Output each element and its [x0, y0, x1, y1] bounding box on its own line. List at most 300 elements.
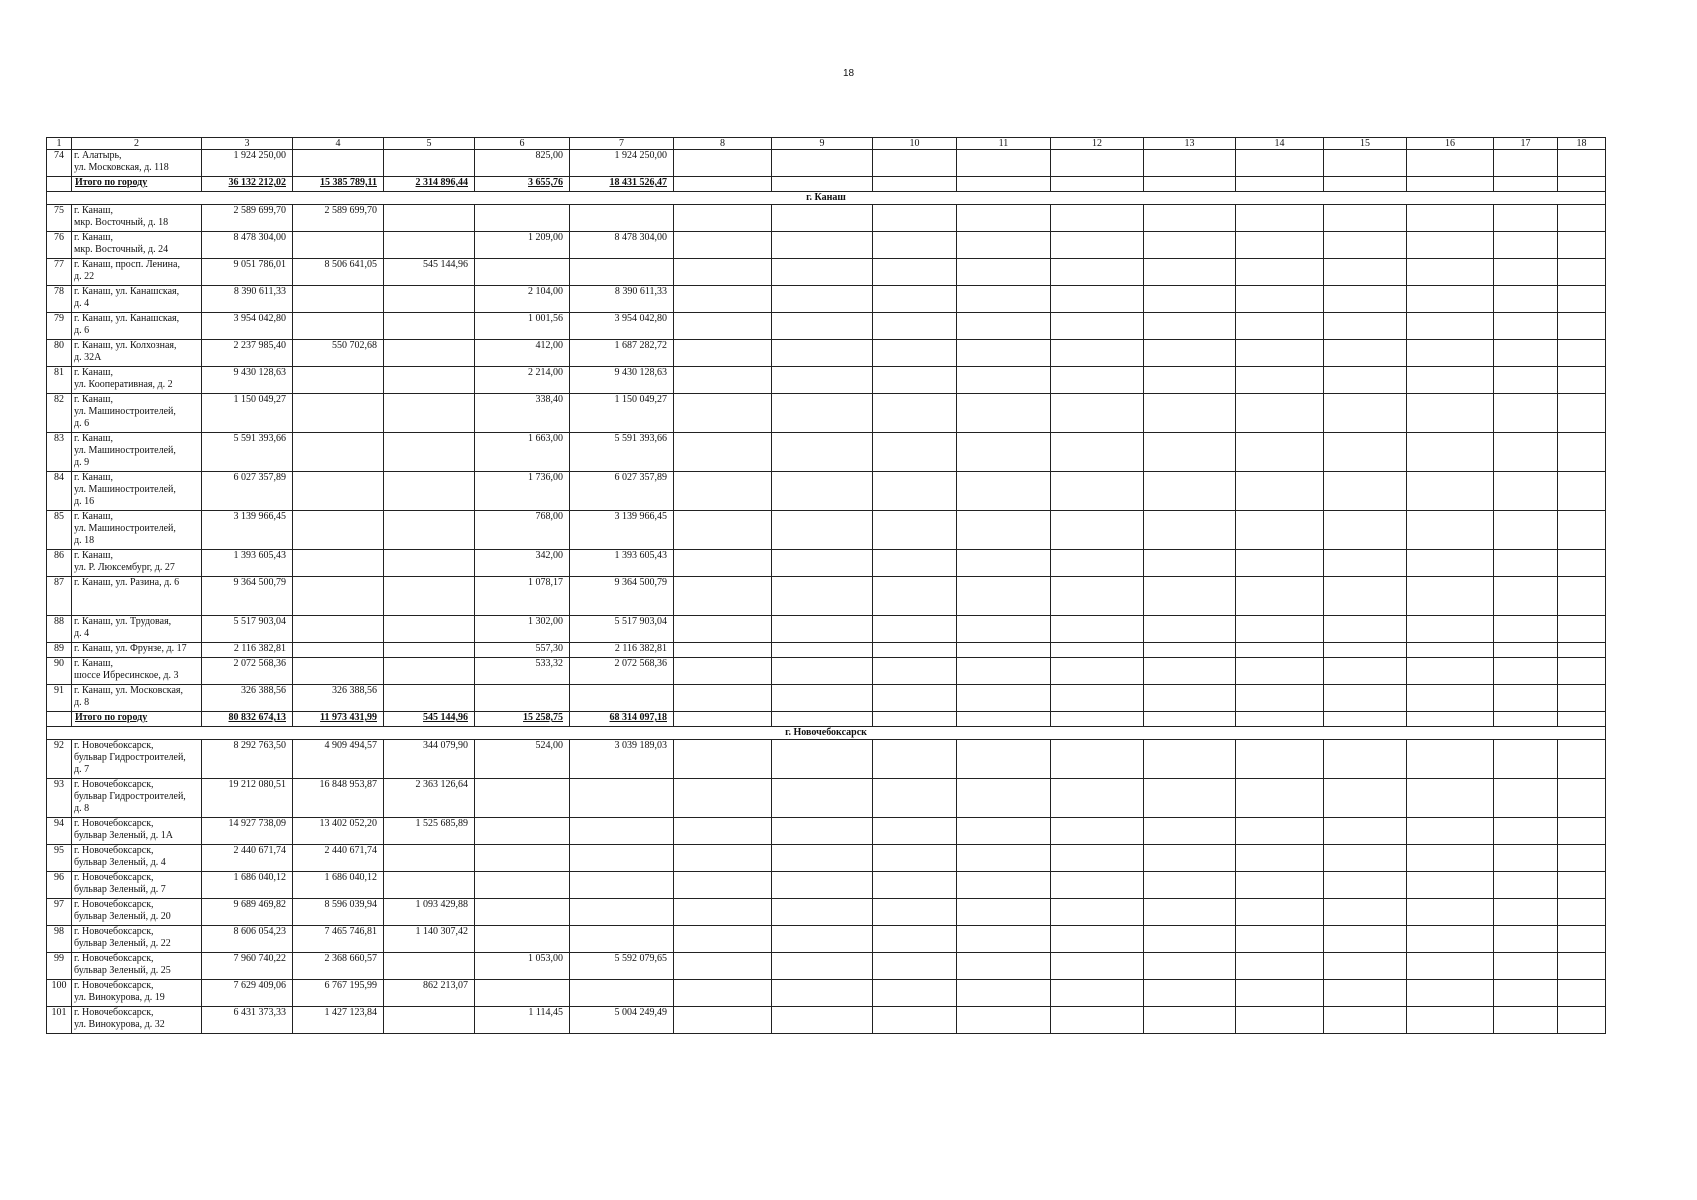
amount-cell-col3: 36 132 212,02	[202, 177, 293, 192]
amount-cell-col7: 18 431 526,47	[570, 177, 674, 192]
empty-cell-col14	[1236, 367, 1324, 394]
empty-cell-col17	[1494, 177, 1558, 192]
empty-cell-col8	[674, 577, 772, 616]
amount-cell-col4	[293, 232, 384, 259]
amount-cell-col3: 1 924 250,00	[202, 150, 293, 177]
amount-cell-col7	[570, 845, 674, 872]
amount-cell-col3: 2 440 671,74	[202, 845, 293, 872]
empty-cell-col10	[873, 177, 957, 192]
empty-cell-col8	[674, 177, 772, 192]
empty-cell-col8	[674, 899, 772, 926]
empty-cell-col10	[873, 577, 957, 616]
empty-cell-col18	[1558, 394, 1606, 433]
table-row	[47, 658, 1606, 685]
table-row	[47, 1007, 1606, 1034]
empty-cell-col9	[772, 616, 873, 643]
empty-cell-col9	[772, 872, 873, 899]
empty-cell-col8	[674, 433, 772, 472]
empty-cell-col11	[957, 232, 1051, 259]
empty-cell-col15	[1324, 643, 1407, 658]
empty-cell-col14	[1236, 616, 1324, 643]
row-number-cell: 74	[47, 150, 72, 177]
table-row	[47, 845, 1606, 872]
amount-cell-col7: 8 390 611,33	[570, 286, 674, 313]
column-number: 16	[1407, 138, 1494, 150]
amount-cell-col5: 862 213,07	[384, 980, 475, 1007]
amount-cell-col7	[570, 926, 674, 953]
amount-cell-col7: 6 027 357,89	[570, 472, 674, 511]
column-number: 10	[873, 138, 957, 150]
empty-cell-col16	[1407, 658, 1494, 685]
address-cell: г. Канаш, ул. Трудовая, д. 4	[72, 616, 202, 643]
address-cell: г. Канаш, ул. Разина, д. 6	[72, 577, 202, 616]
amount-cell-col7	[570, 259, 674, 286]
empty-cell-col16	[1407, 205, 1494, 232]
empty-cell-col18	[1558, 177, 1606, 192]
empty-cell-col14	[1236, 845, 1324, 872]
empty-cell-col13	[1144, 872, 1236, 899]
amount-cell-col3: 14 927 738,09	[202, 818, 293, 845]
empty-cell-col15	[1324, 511, 1407, 550]
column-number: 9	[772, 138, 873, 150]
empty-cell-col14	[1236, 658, 1324, 685]
amount-cell-col7	[570, 899, 674, 926]
empty-cell-col14	[1236, 980, 1324, 1007]
empty-cell-col8	[674, 980, 772, 1007]
empty-cell-col11	[957, 550, 1051, 577]
empty-cell-col13	[1144, 616, 1236, 643]
empty-cell-col14	[1236, 259, 1324, 286]
empty-cell-col17	[1494, 643, 1558, 658]
empty-cell-col15	[1324, 616, 1407, 643]
empty-cell-col8	[674, 367, 772, 394]
empty-cell-col16	[1407, 740, 1494, 779]
amount-cell-col5	[384, 872, 475, 899]
table-body	[47, 138, 1606, 1034]
table-row	[47, 472, 1606, 511]
amount-cell-col3: 8 390 611,33	[202, 286, 293, 313]
empty-cell-col17	[1494, 433, 1558, 472]
address-cell: г. Канаш, просп. Ленина, д. 22	[72, 259, 202, 286]
area-cell-col6	[475, 845, 570, 872]
empty-cell-col14	[1236, 953, 1324, 980]
empty-cell-col10	[873, 394, 957, 433]
amount-cell-col5	[384, 150, 475, 177]
empty-cell-col12	[1051, 685, 1144, 712]
empty-cell-col13	[1144, 1007, 1236, 1034]
amount-cell-col4	[293, 658, 384, 685]
section-header-row	[47, 727, 1606, 740]
amount-cell-col5	[384, 313, 475, 340]
table-row	[47, 150, 1606, 177]
empty-cell-col16	[1407, 616, 1494, 643]
empty-cell-col13	[1144, 845, 1236, 872]
column-number: 2	[72, 138, 202, 150]
empty-cell-col17	[1494, 259, 1558, 286]
row-number-cell: 75	[47, 205, 72, 232]
empty-cell-col15	[1324, 953, 1407, 980]
empty-cell-col17	[1494, 616, 1558, 643]
area-cell-col6: 1 078,17	[475, 577, 570, 616]
empty-cell-col14	[1236, 712, 1324, 727]
empty-cell-col16	[1407, 1007, 1494, 1034]
table-row	[47, 643, 1606, 658]
amount-cell-col3: 3 139 966,45	[202, 511, 293, 550]
area-cell-col6: 15 258,75	[475, 712, 570, 727]
table-row	[47, 286, 1606, 313]
empty-cell-col8	[674, 685, 772, 712]
empty-cell-col18	[1558, 926, 1606, 953]
area-cell-col6	[475, 685, 570, 712]
table-row	[47, 980, 1606, 1007]
empty-cell-col13	[1144, 643, 1236, 658]
amount-cell-col4: 8 506 641,05	[293, 259, 384, 286]
empty-cell-col14	[1236, 472, 1324, 511]
address-cell: г. Канаш, ул. Фрунзе, д. 17	[72, 643, 202, 658]
amount-cell-col3: 19 212 080,51	[202, 779, 293, 818]
empty-cell-col17	[1494, 232, 1558, 259]
empty-cell-col12	[1051, 643, 1144, 658]
amount-cell-col4	[293, 577, 384, 616]
empty-cell-col17	[1494, 150, 1558, 177]
empty-cell-col13	[1144, 367, 1236, 394]
table-row	[47, 340, 1606, 367]
amount-cell-col4	[293, 550, 384, 577]
empty-cell-col14	[1236, 926, 1324, 953]
section-title: г. Новочебоксарск	[47, 727, 1606, 740]
empty-cell-col13	[1144, 205, 1236, 232]
empty-cell-col9	[772, 340, 873, 367]
table-row	[47, 818, 1606, 845]
row-number-cell: 92	[47, 740, 72, 779]
address-cell: г. Канаш, ул. Канашская, д. 6	[72, 313, 202, 340]
empty-cell-col12	[1051, 433, 1144, 472]
empty-cell-col18	[1558, 550, 1606, 577]
amount-cell-col5	[384, 511, 475, 550]
empty-cell-col14	[1236, 177, 1324, 192]
area-cell-col6: 825,00	[475, 150, 570, 177]
empty-cell-col14	[1236, 643, 1324, 658]
empty-cell-col11	[957, 367, 1051, 394]
table-row	[47, 511, 1606, 550]
section-title: г. Канаш	[47, 192, 1606, 205]
amount-cell-col3: 2 237 985,40	[202, 340, 293, 367]
row-number-cell: 97	[47, 899, 72, 926]
area-cell-col6: 412,00	[475, 340, 570, 367]
address-cell: г. Новочебоксарск, бульвар Зеленый, д. 4	[72, 845, 202, 872]
column-number: 18	[1558, 138, 1606, 150]
table-row	[47, 926, 1606, 953]
row-number-cell: 90	[47, 658, 72, 685]
address-cell: г. Новочебоксарск, бульвар Зеленый, д. 7	[72, 872, 202, 899]
empty-cell-col16	[1407, 712, 1494, 727]
amount-cell-col3: 9 364 500,79	[202, 577, 293, 616]
empty-cell-col14	[1236, 1007, 1324, 1034]
empty-cell-col17	[1494, 926, 1558, 953]
empty-cell-col13	[1144, 899, 1236, 926]
empty-cell-col18	[1558, 259, 1606, 286]
amount-cell-col5: 1 140 307,42	[384, 926, 475, 953]
amount-cell-col7: 5 592 079,65	[570, 953, 674, 980]
empty-cell-col13	[1144, 340, 1236, 367]
empty-cell-col13	[1144, 740, 1236, 779]
empty-cell-col14	[1236, 313, 1324, 340]
table-row	[47, 616, 1606, 643]
empty-cell-col8	[674, 340, 772, 367]
empty-cell-col14	[1236, 433, 1324, 472]
empty-cell-col16	[1407, 926, 1494, 953]
empty-cell-col17	[1494, 845, 1558, 872]
amount-cell-col5	[384, 550, 475, 577]
empty-cell-col9	[772, 685, 873, 712]
empty-cell-col14	[1236, 685, 1324, 712]
address-cell: г. Канаш, мкр. Восточный, д. 18	[72, 205, 202, 232]
row-number-cell: 81	[47, 367, 72, 394]
empty-cell-col12	[1051, 232, 1144, 259]
empty-cell-col10	[873, 926, 957, 953]
empty-cell-col17	[1494, 953, 1558, 980]
amount-cell-col5	[384, 472, 475, 511]
amount-cell-col3: 1 686 040,12	[202, 872, 293, 899]
empty-cell-col18	[1558, 899, 1606, 926]
empty-cell-col16	[1407, 472, 1494, 511]
empty-cell-col11	[957, 472, 1051, 511]
amount-cell-col7	[570, 685, 674, 712]
area-cell-col6: 2 104,00	[475, 286, 570, 313]
empty-cell-col9	[772, 712, 873, 727]
address-cell: г. Новочебоксарск, ул. Винокурова, д. 19	[72, 980, 202, 1007]
empty-cell-col15	[1324, 980, 1407, 1007]
table-row	[47, 577, 1606, 616]
empty-cell-col14	[1236, 394, 1324, 433]
table-row	[47, 740, 1606, 779]
address-cell: г. Канаш, шоссе Ибресинское, д. 3	[72, 658, 202, 685]
row-number-cell: 79	[47, 313, 72, 340]
empty-cell-col10	[873, 232, 957, 259]
empty-cell-col16	[1407, 232, 1494, 259]
empty-cell-col17	[1494, 712, 1558, 727]
empty-cell-col12	[1051, 926, 1144, 953]
empty-cell-col10	[873, 367, 957, 394]
empty-cell-col15	[1324, 286, 1407, 313]
empty-cell-col13	[1144, 286, 1236, 313]
table-row	[47, 313, 1606, 340]
empty-cell-col11	[957, 779, 1051, 818]
amount-cell-col4: 15 385 789,11	[293, 177, 384, 192]
amount-cell-col4: 6 767 195,99	[293, 980, 384, 1007]
amount-cell-col7	[570, 980, 674, 1007]
empty-cell-col15	[1324, 433, 1407, 472]
empty-cell-col10	[873, 313, 957, 340]
empty-cell-col18	[1558, 367, 1606, 394]
empty-cell-col13	[1144, 658, 1236, 685]
amount-cell-col4	[293, 367, 384, 394]
table-row	[47, 779, 1606, 818]
area-cell-col6: 524,00	[475, 740, 570, 779]
amount-cell-col4: 550 702,68	[293, 340, 384, 367]
empty-cell-col16	[1407, 433, 1494, 472]
empty-cell-col8	[674, 286, 772, 313]
column-number: 7	[570, 138, 674, 150]
amount-cell-col5	[384, 340, 475, 367]
row-number-cell: 84	[47, 472, 72, 511]
amount-cell-col3: 9 430 128,63	[202, 367, 293, 394]
empty-cell-col9	[772, 177, 873, 192]
empty-cell-col13	[1144, 779, 1236, 818]
row-number-cell: 99	[47, 953, 72, 980]
address-cell: г. Новочебоксарск, бульвар Зеленый, д. 22	[72, 926, 202, 953]
amount-cell-col5: 1 525 685,89	[384, 818, 475, 845]
row-number-cell: 82	[47, 394, 72, 433]
address-cell: г. Канаш, ул. Кооперативная, д. 2	[72, 367, 202, 394]
address-cell: г. Новочебоксарск, бульвар Зеленый, д. 25	[72, 953, 202, 980]
amount-cell-col3: 1 393 605,43	[202, 550, 293, 577]
empty-cell-col12	[1051, 259, 1144, 286]
empty-cell-col15	[1324, 818, 1407, 845]
amount-cell-col7: 5 517 903,04	[570, 616, 674, 643]
column-number: 8	[674, 138, 772, 150]
empty-cell-col9	[772, 577, 873, 616]
empty-cell-col12	[1051, 616, 1144, 643]
amount-cell-col7: 9 430 128,63	[570, 367, 674, 394]
empty-cell-col17	[1494, 658, 1558, 685]
amount-cell-col7: 1 687 282,72	[570, 340, 674, 367]
amount-cell-col4	[293, 313, 384, 340]
amount-cell-col4	[293, 394, 384, 433]
column-number: 15	[1324, 138, 1407, 150]
empty-cell-col17	[1494, 872, 1558, 899]
empty-cell-col14	[1236, 577, 1324, 616]
empty-cell-col9	[772, 259, 873, 286]
empty-cell-col11	[957, 685, 1051, 712]
amount-cell-col5	[384, 658, 475, 685]
amount-cell-col3: 7 629 409,06	[202, 980, 293, 1007]
empty-cell-col14	[1236, 899, 1324, 926]
empty-cell-col8	[674, 511, 772, 550]
address-cell: г. Новочебоксарск, бульвар Зеленый, д. 1А	[72, 818, 202, 845]
empty-cell-col18	[1558, 472, 1606, 511]
empty-cell-col8	[674, 616, 772, 643]
amount-cell-col4: 326 388,56	[293, 685, 384, 712]
empty-cell-col13	[1144, 177, 1236, 192]
amount-cell-col7: 68 314 097,18	[570, 712, 674, 727]
row-number-cell: 83	[47, 433, 72, 472]
empty-cell-col9	[772, 511, 873, 550]
amount-cell-col7: 2 116 382,81	[570, 643, 674, 658]
empty-cell-col18	[1558, 286, 1606, 313]
empty-cell-col16	[1407, 259, 1494, 286]
empty-cell-col11	[957, 872, 1051, 899]
row-number-cell: 77	[47, 259, 72, 286]
empty-cell-col10	[873, 286, 957, 313]
amount-cell-col4: 8 596 039,94	[293, 899, 384, 926]
empty-cell-col16	[1407, 818, 1494, 845]
empty-cell-col12	[1051, 712, 1144, 727]
total-row	[47, 177, 1606, 192]
table-row	[47, 394, 1606, 433]
empty-cell-col11	[957, 818, 1051, 845]
empty-cell-col17	[1494, 511, 1558, 550]
empty-cell-col11	[957, 845, 1051, 872]
amount-cell-col3: 2 072 568,36	[202, 658, 293, 685]
empty-cell-col11	[957, 953, 1051, 980]
address-cell: г. Новочебоксарск, ул. Винокурова, д. 32	[72, 1007, 202, 1034]
empty-cell-col14	[1236, 340, 1324, 367]
table-row	[47, 259, 1606, 286]
column-number: 5	[384, 138, 475, 150]
empty-cell-col9	[772, 433, 873, 472]
empty-cell-col18	[1558, 872, 1606, 899]
empty-cell-col17	[1494, 779, 1558, 818]
empty-cell-col11	[957, 658, 1051, 685]
empty-cell-col18	[1558, 577, 1606, 616]
amount-cell-col3: 9 051 786,01	[202, 259, 293, 286]
area-cell-col6	[475, 779, 570, 818]
empty-cell-col12	[1051, 550, 1144, 577]
empty-cell-col8	[674, 550, 772, 577]
amount-cell-col5	[384, 643, 475, 658]
empty-cell-col15	[1324, 740, 1407, 779]
row-number-cell: 78	[47, 286, 72, 313]
empty-cell-col17	[1494, 818, 1558, 845]
amount-cell-col3: 6 431 373,33	[202, 1007, 293, 1034]
area-cell-col6	[475, 259, 570, 286]
empty-cell-col8	[674, 740, 772, 779]
empty-cell-col16	[1407, 340, 1494, 367]
empty-cell-col14	[1236, 511, 1324, 550]
empty-cell-col12	[1051, 740, 1144, 779]
empty-cell-col17	[1494, 550, 1558, 577]
empty-cell-col12	[1051, 577, 1144, 616]
area-cell-col6: 2 214,00	[475, 367, 570, 394]
empty-cell-col13	[1144, 685, 1236, 712]
empty-cell-col17	[1494, 899, 1558, 926]
empty-cell-col11	[957, 511, 1051, 550]
empty-cell-col8	[674, 150, 772, 177]
empty-cell-col15	[1324, 550, 1407, 577]
empty-cell-col16	[1407, 643, 1494, 658]
area-cell-col6: 1 663,00	[475, 433, 570, 472]
area-cell-col6: 1 001,56	[475, 313, 570, 340]
empty-cell-col18	[1558, 232, 1606, 259]
amount-cell-col3: 5 517 903,04	[202, 616, 293, 643]
empty-cell-col9	[772, 286, 873, 313]
amount-cell-col5: 545 144,96	[384, 712, 475, 727]
empty-cell-col12	[1051, 511, 1144, 550]
empty-cell-col11	[957, 926, 1051, 953]
empty-cell-col12	[1051, 779, 1144, 818]
empty-cell-col10	[873, 685, 957, 712]
empty-cell-col9	[772, 845, 873, 872]
empty-cell-col8	[674, 232, 772, 259]
empty-cell-col8	[674, 205, 772, 232]
empty-cell-col16	[1407, 394, 1494, 433]
empty-cell-col13	[1144, 394, 1236, 433]
column-number: 3	[202, 138, 293, 150]
empty-cell-col16	[1407, 872, 1494, 899]
amount-cell-col7: 2 072 568,36	[570, 658, 674, 685]
empty-cell-col18	[1558, 818, 1606, 845]
empty-cell-col13	[1144, 433, 1236, 472]
empty-cell-col10	[873, 259, 957, 286]
empty-cell-col11	[957, 712, 1051, 727]
empty-cell-col18	[1558, 616, 1606, 643]
amount-cell-col5	[384, 845, 475, 872]
empty-cell-col11	[957, 150, 1051, 177]
amount-cell-col3: 8 292 763,50	[202, 740, 293, 779]
empty-cell-col17	[1494, 472, 1558, 511]
empty-cell-col13	[1144, 953, 1236, 980]
